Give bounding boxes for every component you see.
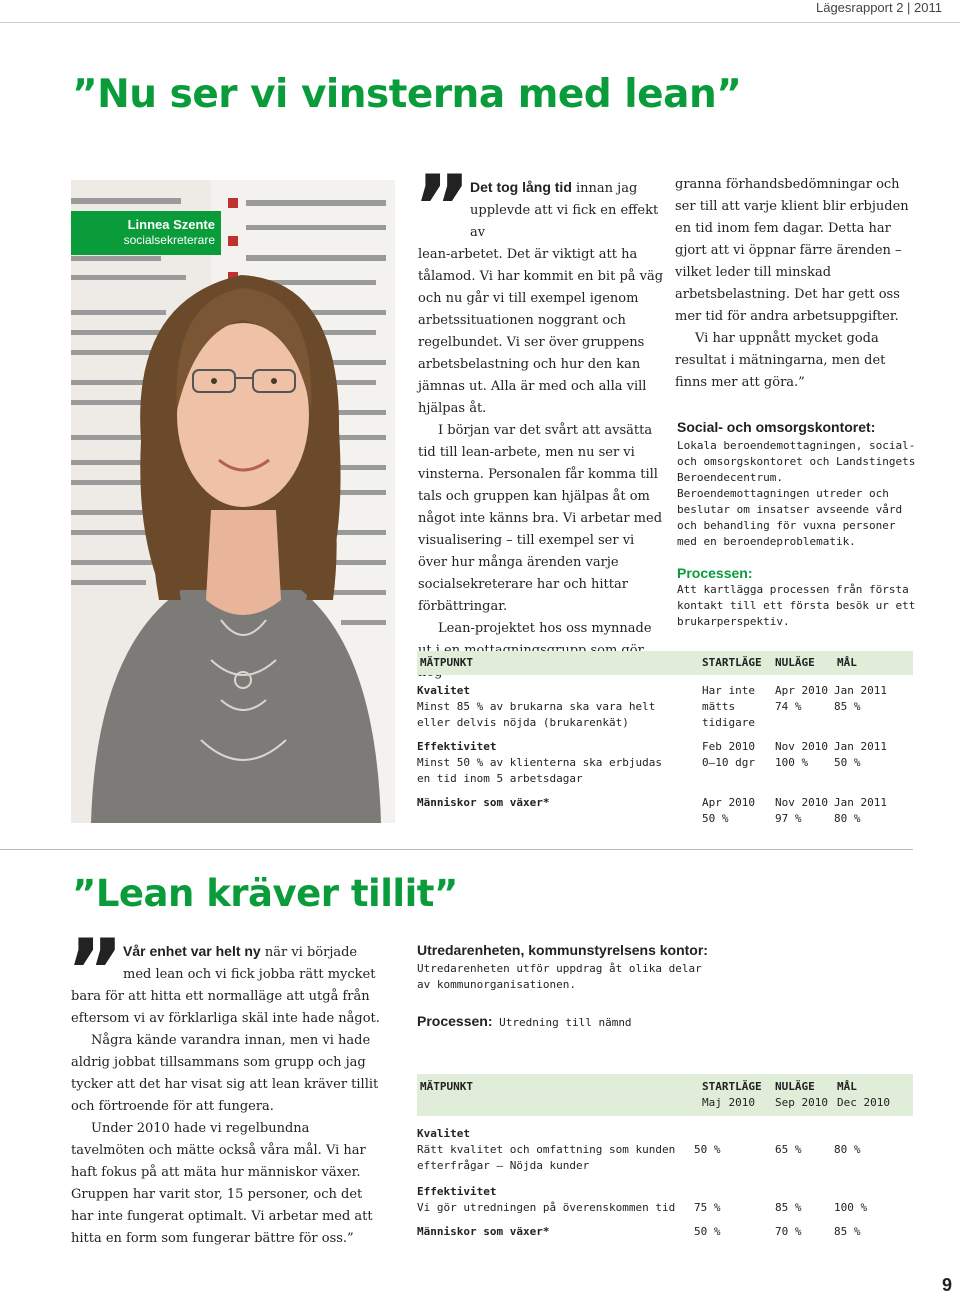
- table2-col-mal: MÅL: [837, 1080, 857, 1093]
- quote1-lead-line: [418, 176, 664, 200]
- row-goal-2: 50 %: [834, 756, 861, 769]
- row-desc-2: eller delvis nöjda (brukarenkät): [417, 716, 629, 729]
- row-desc-1: Minst 50 % av klienterna ska erbjudas: [417, 756, 663, 769]
- quote-mark-large: ”: [66, 920, 124, 1023]
- table2-col-startlage: STARTLÄGE: [702, 1080, 762, 1093]
- info2-heading: Utredarenheten, kommunstyrelsens kontor:: [417, 942, 708, 958]
- table-row: [417, 739, 913, 789]
- quote1-column-a: [418, 176, 664, 684]
- info1-text: Lokala beroendemottagningen, social- och omsorgskontoret och Landstingets Beroendecentrum. Beroendemottagningen utreder och beslutar om insatser avseende vård och behandling för vuxna personer med en beroendeproblematik.: [677, 439, 916, 548]
- row-goal-2: 85 %: [834, 700, 861, 713]
- row-goal-1: Jan 2011: [834, 796, 887, 809]
- row-title: Människor som växer*: [417, 1225, 550, 1238]
- row-desc-1: Vi gör utredningen på överenskommen tid: [417, 1201, 676, 1214]
- row-start: 50 %: [694, 1143, 721, 1156]
- section2-title-block: [72, 869, 458, 919]
- table-row: [417, 683, 913, 733]
- table1-col-mal: MÅL: [837, 656, 857, 669]
- row-start-2: 0–10 dgr: [702, 756, 755, 769]
- quote2-lead-rest: när vi började: [260, 945, 358, 960]
- section-divider: [0, 849, 913, 850]
- table1-col-nulage: NULÄGE: [775, 656, 815, 669]
- section2-title: Lean kräver tillit: [95, 872, 434, 915]
- quote1-p1: lean-arbetet. Det är viktigt att ha tålamod. Vi har kommit en bit på väg och nu går vi till exempel igenom arbetssituationen noggrant och regelbundet. Vi ser över gruppens arbetsbelastning och hur den kan jämnas ut. Alla är med och alla vill hjälpas åt.: [418, 247, 664, 416]
- row-start-1: Har inte: [702, 684, 755, 697]
- row-desc-1: Rätt kvalitet och omfattning som kunden: [417, 1143, 676, 1156]
- quote1-line2: upplevde att vi fick en effekt av: [470, 203, 659, 240]
- quote1-p4: Vi har uppnått mycket goda resultat i mätningarna, men det finns mer att göra.”: [675, 331, 886, 390]
- quote2-lead: Vår enhet var helt ny: [123, 943, 261, 959]
- row-goal: 100 %: [834, 1201, 868, 1214]
- row-start-2: 50 %: [702, 812, 729, 825]
- close-quote-mark: ”: [433, 872, 458, 915]
- info1-block: [677, 418, 917, 630]
- row-title: Kvalitet: [417, 1127, 470, 1140]
- row-now-2: 97 %: [775, 812, 802, 825]
- row-now-1: Apr 2010: [775, 684, 828, 697]
- info2-process-heading: Processen:: [417, 1013, 493, 1029]
- quote2-p1: bara för att hitta ett normalläge att utgå från eftersom vi av förklarliga skäl inte hade något.: [71, 989, 380, 1026]
- info2-block: [417, 941, 913, 1031]
- row-desc-2: efterfrågar – Nöjda kunder: [417, 1159, 590, 1172]
- table1-col-matpunkt: MÄTPUNKT: [420, 656, 473, 669]
- row-goal-2: 80 %: [834, 812, 861, 825]
- portrait-photo: [71, 180, 395, 823]
- caption-name: Linnea Szente: [127, 217, 215, 232]
- info2-text: Utredarenheten utför uppdrag åt olika delar av kommunorganisationen.: [417, 962, 702, 991]
- quote1-p3a: Lean-projektet hos oss mynnade: [438, 621, 652, 636]
- row-now-2: 100 %: [775, 756, 809, 769]
- row-goal: 85 %: [834, 1225, 861, 1238]
- row-goal: 80 %: [834, 1143, 861, 1156]
- page-number: 9: [941, 1275, 952, 1295]
- open-quote-mark: ”: [72, 872, 96, 915]
- row-start: 75 %: [694, 1201, 721, 1214]
- report-label: Lägesrapport 2 | 2011: [815, 0, 942, 15]
- table2-col-matpunkt: MÄTPUNKT: [420, 1080, 473, 1093]
- open-quote-mark: ”: [72, 72, 98, 117]
- table-row: [417, 1126, 913, 1176]
- row-goal-1: Jan 2011: [834, 684, 887, 697]
- quote2-lead-line: [71, 940, 381, 964]
- quote2-p2: Några kände varandra innan, men vi hade aldrig jobbat tillsammans som grupp och jag tycker att det har visat sig att lean kräver tillit och förtroende för att fungera.: [71, 1033, 379, 1114]
- row-now: 70 %: [775, 1225, 802, 1238]
- row-desc-2: en tid inom 5 arbetsdagar: [417, 772, 583, 785]
- table1-header: [417, 651, 913, 675]
- row-now-2: 74 %: [775, 700, 802, 713]
- table-row: [417, 1224, 913, 1244]
- quote1-column-b: [675, 174, 913, 394]
- quote1-p3b: granna förhandsbedömningar och ser till att varje klient blir erbjuden en tid inom fem dagar. Detta har gjort att vi öppnar färre ärenden – vilket leder till minskad arbetsbelastning. Det har gett oss mer tid för andra arbetsuppgifter.: [675, 177, 909, 324]
- quote1-p2: I början var det svårt att avsätta tid till lean-arbete, men nu ser vi vinsterna. Personalen får komma till tals och gruppen kan hjälpas åt om något inte känns bra. Vi arbetar med visualisering – till exempel ser vi över hur många ärenden varje socialsekreterare har och hittar förbättringar.: [418, 423, 663, 614]
- table1-col-startlage: STARTLÄGE: [702, 656, 762, 669]
- info2-process-line: [417, 1011, 913, 1031]
- row-start-2: mätts: [702, 700, 736, 713]
- quote2-p3: Under 2010 hade vi regelbundna tavelmöten och mätte också våra mål. Vi har haft fokus på att mäta hur människor växer. Gruppen har varit stor, 15 personer, och det har inte fungerat optimalt. Vi arbetar med att hitta en form som fungerar bättre för oss.”: [71, 1121, 373, 1246]
- row-start-1: Apr 2010: [702, 796, 755, 809]
- row-title: Effektivitet: [417, 740, 497, 753]
- header-divider: [0, 22, 960, 23]
- quote2-column: [71, 940, 381, 1250]
- photo-caption: [71, 211, 221, 255]
- quote1-lead-rest: innan jag: [571, 181, 638, 196]
- table2-sub-startlage: Maj 2010: [702, 1096, 755, 1109]
- table2-header: [417, 1074, 913, 1116]
- row-start: 50 %: [694, 1225, 721, 1238]
- quote2-line2: med lean och vi fick jobba rätt mycket: [123, 967, 376, 982]
- close-quote-mark: ”: [716, 72, 742, 117]
- table2-col-nulage: NULÄGE: [775, 1080, 815, 1093]
- row-title: Människor som växer*: [417, 796, 550, 809]
- quote-mark-large: ”: [413, 156, 471, 259]
- section1-title: Nu ser vi vinsterna med lean: [97, 72, 717, 117]
- row-title: Kvalitet: [417, 684, 470, 697]
- section1-title-block: [72, 70, 741, 120]
- table-row: [417, 795, 913, 829]
- row-desc-1: Minst 85 % av brukarna ska vara helt: [417, 700, 656, 713]
- caption-role: socialsekreterare: [123, 233, 215, 247]
- table-row: [417, 1184, 913, 1218]
- info1-heading: Social- och omsorgskontoret:: [677, 419, 876, 435]
- row-now: 65 %: [775, 1143, 802, 1156]
- info1-process-text: Att kartlägga processen från första kontakt till ett första besök ur ett brukarperspektiv.: [677, 583, 916, 628]
- row-goal-1: Jan 2011: [834, 740, 887, 753]
- table2-sub-nulage: Sep 2010: [775, 1096, 828, 1109]
- row-now-1: Nov 2010: [775, 740, 828, 753]
- row-title: Effektivitet: [417, 1185, 497, 1198]
- row-start-1: Feb 2010: [702, 740, 755, 753]
- row-now-1: Nov 2010: [775, 796, 828, 809]
- info1-process-heading: Processen:: [677, 565, 753, 581]
- quote1-lead: Det tog lång tid: [470, 179, 572, 195]
- table2-sub-mal: Dec 2010: [837, 1096, 890, 1109]
- row-now: 85 %: [775, 1201, 802, 1214]
- row-start-3: tidigare: [702, 716, 755, 729]
- info2-process-text: Utredning till nämnd: [492, 1016, 632, 1029]
